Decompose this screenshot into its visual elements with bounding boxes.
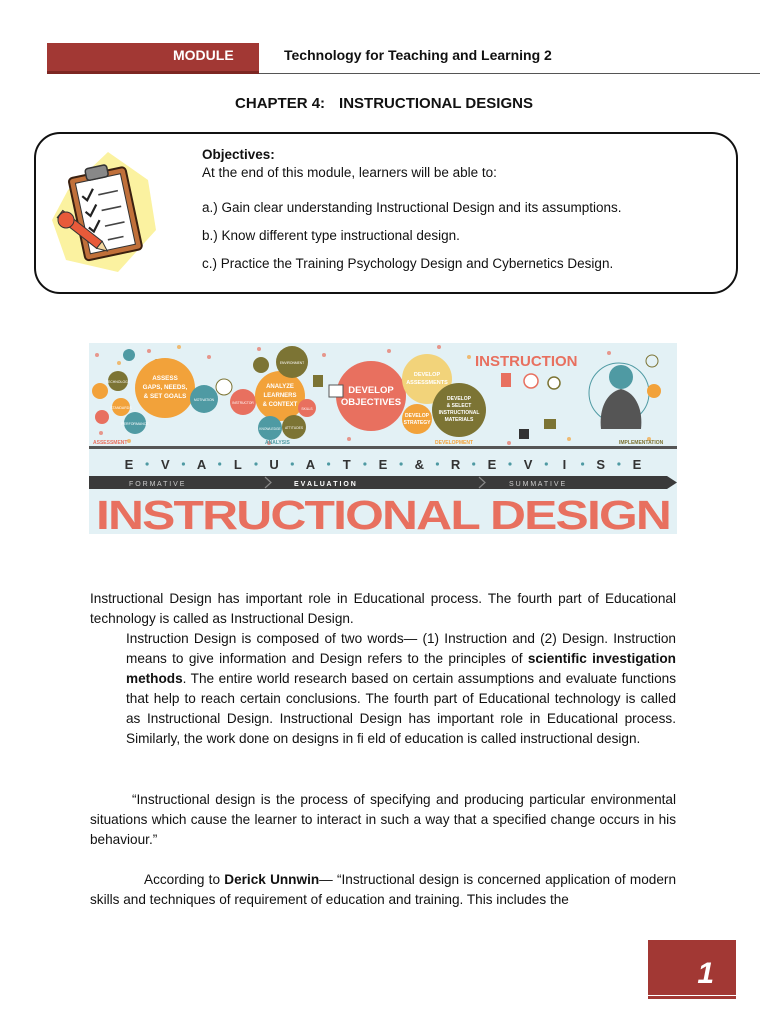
chapter-heading — [0, 95, 768, 112]
header-rule — [259, 73, 760, 74]
bubble-instructor: INSTRUCTOR — [232, 401, 254, 405]
evaluate-letter: E — [378, 457, 388, 472]
evaluate-separator-dot — [363, 462, 366, 465]
phase-development: DEVELOPMENT — [435, 440, 474, 446]
bubble-environment: ENVIRONMENT — [279, 361, 305, 365]
page-number-box — [648, 940, 736, 995]
objective-item: b.) Know different type instructional design. — [202, 228, 460, 243]
evaluate-letter: A — [305, 457, 316, 472]
analyze-line1: ANALYZE — [266, 384, 294, 390]
evaluate-separator-dot — [291, 462, 294, 465]
module-tab — [47, 43, 259, 74]
instructional-design-banner — [89, 343, 677, 534]
bubble-performance: PERFORMANCE — [121, 422, 149, 426]
definition-text-b: . The entire world research based on certain assumptions and evaluate functions that help to reach certain conclusions. The fourth part of Educational technology is called as Instructional Design. Instructional Design has important role in Educational process. Similarly, the work done on designs in fi eld of education is called instructional design. — [126, 671, 676, 746]
page-number-rule — [648, 996, 736, 999]
develop-assessments-line1: DEVELOP — [413, 372, 441, 378]
unwin-text-b: — “Instructional design is concerned application of modern skills and techniques of requirement of education and training. This includes the — [90, 872, 677, 907]
bubble-technology: TECHNOLOGY — [105, 380, 131, 384]
assess-line2: GAPS, NEEDS, — [142, 384, 188, 391]
phase-implementation: IMPLEMENTATION — [619, 440, 664, 446]
evaluate-letter: A — [196, 457, 207, 472]
evaluate-separator-dot — [146, 462, 149, 465]
evaluate-letter: T — [342, 457, 351, 472]
develop-select-line4: MATERIALS — [444, 417, 474, 423]
develop-select-line3: INSTRUCTIONAL — [438, 410, 480, 416]
instructional-design-title: INSTRUCTIONAL DESIGN — [96, 492, 670, 534]
develop-strategy-line1: DEVELOP — [405, 413, 429, 419]
evaluate-letter: & — [414, 457, 424, 472]
evaluate-separator-dot — [218, 462, 221, 465]
evaluate-revise-row — [125, 457, 642, 472]
develop-objectives-line1: DEVELOP — [348, 385, 394, 396]
objective-item: c.) Practice the Training Psychology Design and Cybernetics Design. — [202, 256, 614, 271]
chapter-title: INSTRUCTIONAL DESIGNS — [339, 95, 533, 112]
evaluate-letter: V — [160, 457, 170, 472]
evaluate-letter: L — [233, 457, 242, 472]
bubble-standards: STANDARDS — [110, 406, 132, 410]
objective-item: a.) Gain clear understanding Instructional Design and its assumptions. — [202, 200, 622, 215]
assess-line3: & SET GOALS — [143, 393, 187, 400]
objectives-heading: Objectives: — [202, 147, 275, 162]
evaluate-separator-dot — [508, 462, 511, 465]
evaluate-letter: R — [450, 457, 461, 472]
bubble-skills: SKILLS — [301, 407, 313, 411]
evaluate-separator-dot — [581, 462, 584, 465]
develop-select-line2: & SELECT — [446, 403, 472, 409]
page-number: 1 — [697, 957, 714, 990]
evaluate-separator-dot — [545, 462, 548, 465]
evaluate-separator-dot — [436, 462, 439, 465]
phase-assessment: ASSESSMENT — [93, 440, 128, 446]
bubble-attitudes: ATTITUDES — [284, 426, 304, 430]
analyze-line3: & CONTEXT — [262, 402, 298, 408]
evaluate-separator-dot — [254, 462, 257, 465]
definition-bold: scientific investigation methods — [126, 651, 676, 686]
module-label: MODULE — [173, 47, 234, 63]
intro-paragraph: Instructional Design has important role in Educational process. The fourth part of Educational technology is called as Instructional Design. — [90, 591, 676, 626]
objectives-intro: At the end of this module, learners will be able to: — [202, 165, 497, 180]
evaluate-letter: S — [596, 457, 606, 472]
banner-graphic — [89, 343, 677, 534]
evaluate-letter: V — [523, 457, 533, 472]
course-title: Technology for Teaching and Learning 2 — [284, 47, 552, 63]
instruction-label: INSTRUCTION — [475, 353, 578, 370]
evaluate-separator-dot — [182, 462, 185, 465]
evaluate-letter: E — [487, 457, 497, 472]
bubble-motivation: MOTIVATION — [193, 398, 215, 402]
evaluate-separator-dot — [327, 462, 330, 465]
evaluate-separator-dot — [400, 462, 403, 465]
arrow-formative: F O R M A T I V E — [129, 481, 185, 488]
phase-analysis: ANALYSIS — [265, 440, 290, 446]
evaluate-letter: I — [562, 457, 567, 472]
bubble-knowledge: KNOWLEDGE — [259, 427, 281, 431]
assess-line1: ASSESS — [152, 375, 178, 382]
unwin-name: Derick Unnwin — [224, 872, 320, 887]
analyze-line2: LEARNERS — [263, 393, 297, 399]
evaluate-separator-dot — [472, 462, 475, 465]
evaluate-letter: E — [632, 457, 642, 472]
chapter-number: CHAPTER 4: — [235, 95, 326, 112]
evaluate-separator-dot — [617, 462, 620, 465]
definition-paragraph — [126, 629, 676, 749]
evaluate-letter: U — [269, 457, 279, 472]
develop-assessments-line2: ASSESSMENTS — [406, 380, 448, 386]
unwin-paragraph — [90, 870, 676, 910]
develop-strategy-line2: STRATEGY — [403, 420, 431, 426]
develop-select-line1: DEVELOP — [447, 396, 471, 402]
evaluate-letter: E — [124, 457, 134, 472]
clipboard-checklist-icon — [48, 150, 160, 274]
arrow-evaluation: E V A L U A T I O N — [294, 481, 356, 488]
arrow-summative: S U M M A T I V E — [509, 481, 566, 488]
quote-paragraph: “Instructional design is the process of specifying and producing particular environmental situations which cause the learner to interact in such a way that a specified change occurs in his behaviour.” — [90, 792, 676, 847]
unwin-text-a: According to — [144, 872, 225, 887]
develop-objectives-line2: OBJECTIVES — [340, 397, 402, 408]
definition-text-a: Instruction Design is composed of two words— (1) Instruction and (2) Design. Instruction means to give information and Design refers to the principles of — [126, 631, 676, 666]
